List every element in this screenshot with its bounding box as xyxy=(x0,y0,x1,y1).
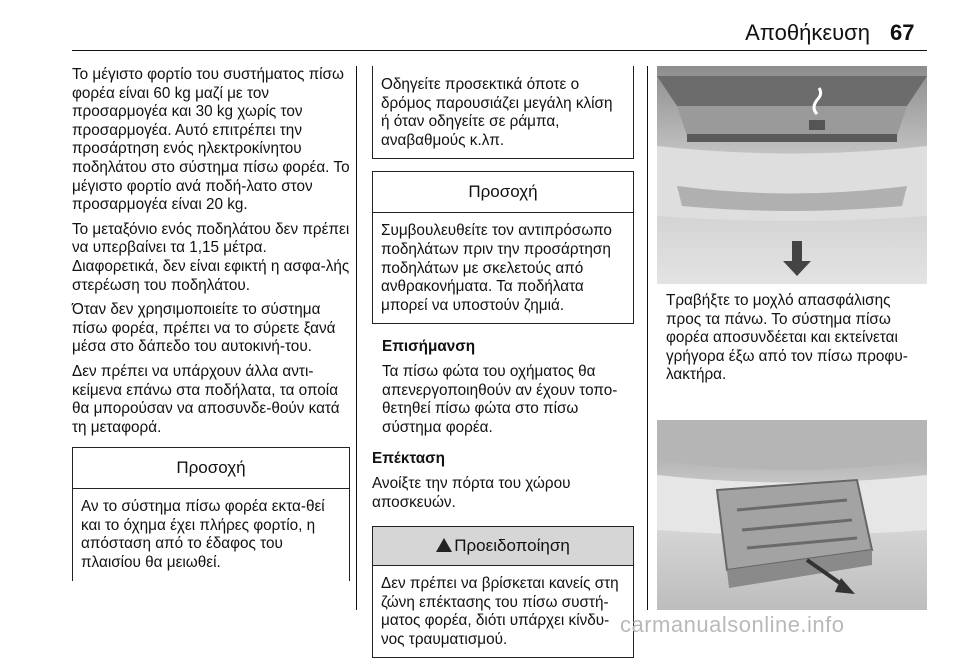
note-label: Επισήμανση xyxy=(382,338,476,356)
header-rule xyxy=(72,50,927,51)
caution-box xyxy=(372,171,634,324)
warning-triangle-icon xyxy=(436,538,452,552)
rear-carrier-extended-photo xyxy=(657,420,927,610)
paragraph: Τραβήξτε το μοχλό απασφάλισης προς τα πάνω. Το σύστημα πίσω φορέα αποσυνδέεται και εκτείνεται γρήγορα έξω από τον πίσω προφυ-λακτήρα. xyxy=(666,292,908,384)
caution-title: Προσοχή xyxy=(73,448,349,489)
tailgate-release-lever-photo xyxy=(657,66,927,284)
tailgate-release-lever-illustration xyxy=(657,66,927,284)
watermark: carmanualsonline.info xyxy=(620,612,845,637)
caution-box xyxy=(72,447,350,580)
note-text: Τα πίσω φώτα του οχήματος θα απενεργοποιηθούν αν έχουν τοπο-θετηθεί πίσω φώτα στο πίσω σύστημα φορέα. xyxy=(382,362,618,436)
caution-text: Συμβουλευθείτε τον αντιπρόσωπο ποδηλάτων πριν την προσάρτηση ποδηλάτων με σκελετούς από ανθρακονήματα. Τα ποδήλατα μπορεί να υποστούν ζημιά. xyxy=(381,222,612,314)
warning-header xyxy=(373,527,633,566)
column-2 xyxy=(372,66,634,658)
warning-text: Δεν πρέπει να βρίσκεται κανείς στη ζώνη επέκτασης του πίσω συστή-ματος φορέα, διότι υπάρχει κίνδυ-νος τραυματισμού. xyxy=(381,575,619,648)
caution-title: Προσοχή xyxy=(373,172,633,213)
column-1 xyxy=(72,66,350,581)
column-divider xyxy=(356,66,357,610)
paragraph: Το μεταξόνιο ενός ποδηλάτου δεν πρέπει να υπερβαίνει τα 1,15 μέτρα. Διαφορετικά, δεν είναι εφικτή η ασφα-λής στερέωση του ποδηλάτου. xyxy=(72,220,350,294)
paragraph: Ανοίξτε την πόρτα του χώρου αποσκευών. xyxy=(372,474,571,511)
warning-title: Προειδοποίηση xyxy=(454,535,570,555)
paragraph: Όταν δεν χρησιμοποιείτε το σύστημα πίσω φορέα, πρέπει να το σύρετε ξανά μέσα στο δάπεδο του αυτοκινή-του. xyxy=(72,301,336,356)
paragraph: Το μέγιστο φορτίο του συστήματος πίσω φορέα είναι 60 kg μαζί με τον προσαρμογέα και 30 kg χωρίς τον προσαρμογέα. Αυτό επιτρέπει την προσάρτηση ενός ηλεκτροκίνητου ποδηλάτου στο σύστημα πίσω φορέα. Το μέγιστο φορτίο ανά ποδή-λατο στον προσαρμογέα είναι 20 kg. xyxy=(72,66,350,214)
caution-text: Οδηγείτε προσεκτικά όποτε ο δρόμος παρουσιάζει μεγάλη κλίση ή όταν οδηγείτε σε ράμπα, αναβαθμούς κ.λπ. xyxy=(381,76,613,149)
page-number: 67 xyxy=(890,20,915,45)
warning-box xyxy=(372,526,634,658)
caution-box-continued xyxy=(372,66,634,159)
column-3-text xyxy=(666,292,928,391)
paragraph: Δεν πρέπει να υπάρχουν άλλα αντι-κείμενα επάνω στα ποδήλατα, τα οποία θα μπορούσαν να αποσυνδε-θούν κατά τη μεταφορά. xyxy=(72,362,340,436)
column-divider xyxy=(647,66,648,610)
section-heading: Επέκταση xyxy=(372,450,445,468)
rear-carrier-extended-illustration xyxy=(657,420,927,610)
page-header-title: Αποθήκευση xyxy=(745,20,870,45)
caution-text: Αν το σύστημα πίσω φορέα εκτα-θεί και το όχημα έχει πλήρες φορτίο, η απόσταση από το έδαφος του πλαισίου θα μειωθεί. xyxy=(81,498,325,572)
note-block xyxy=(372,332,634,446)
